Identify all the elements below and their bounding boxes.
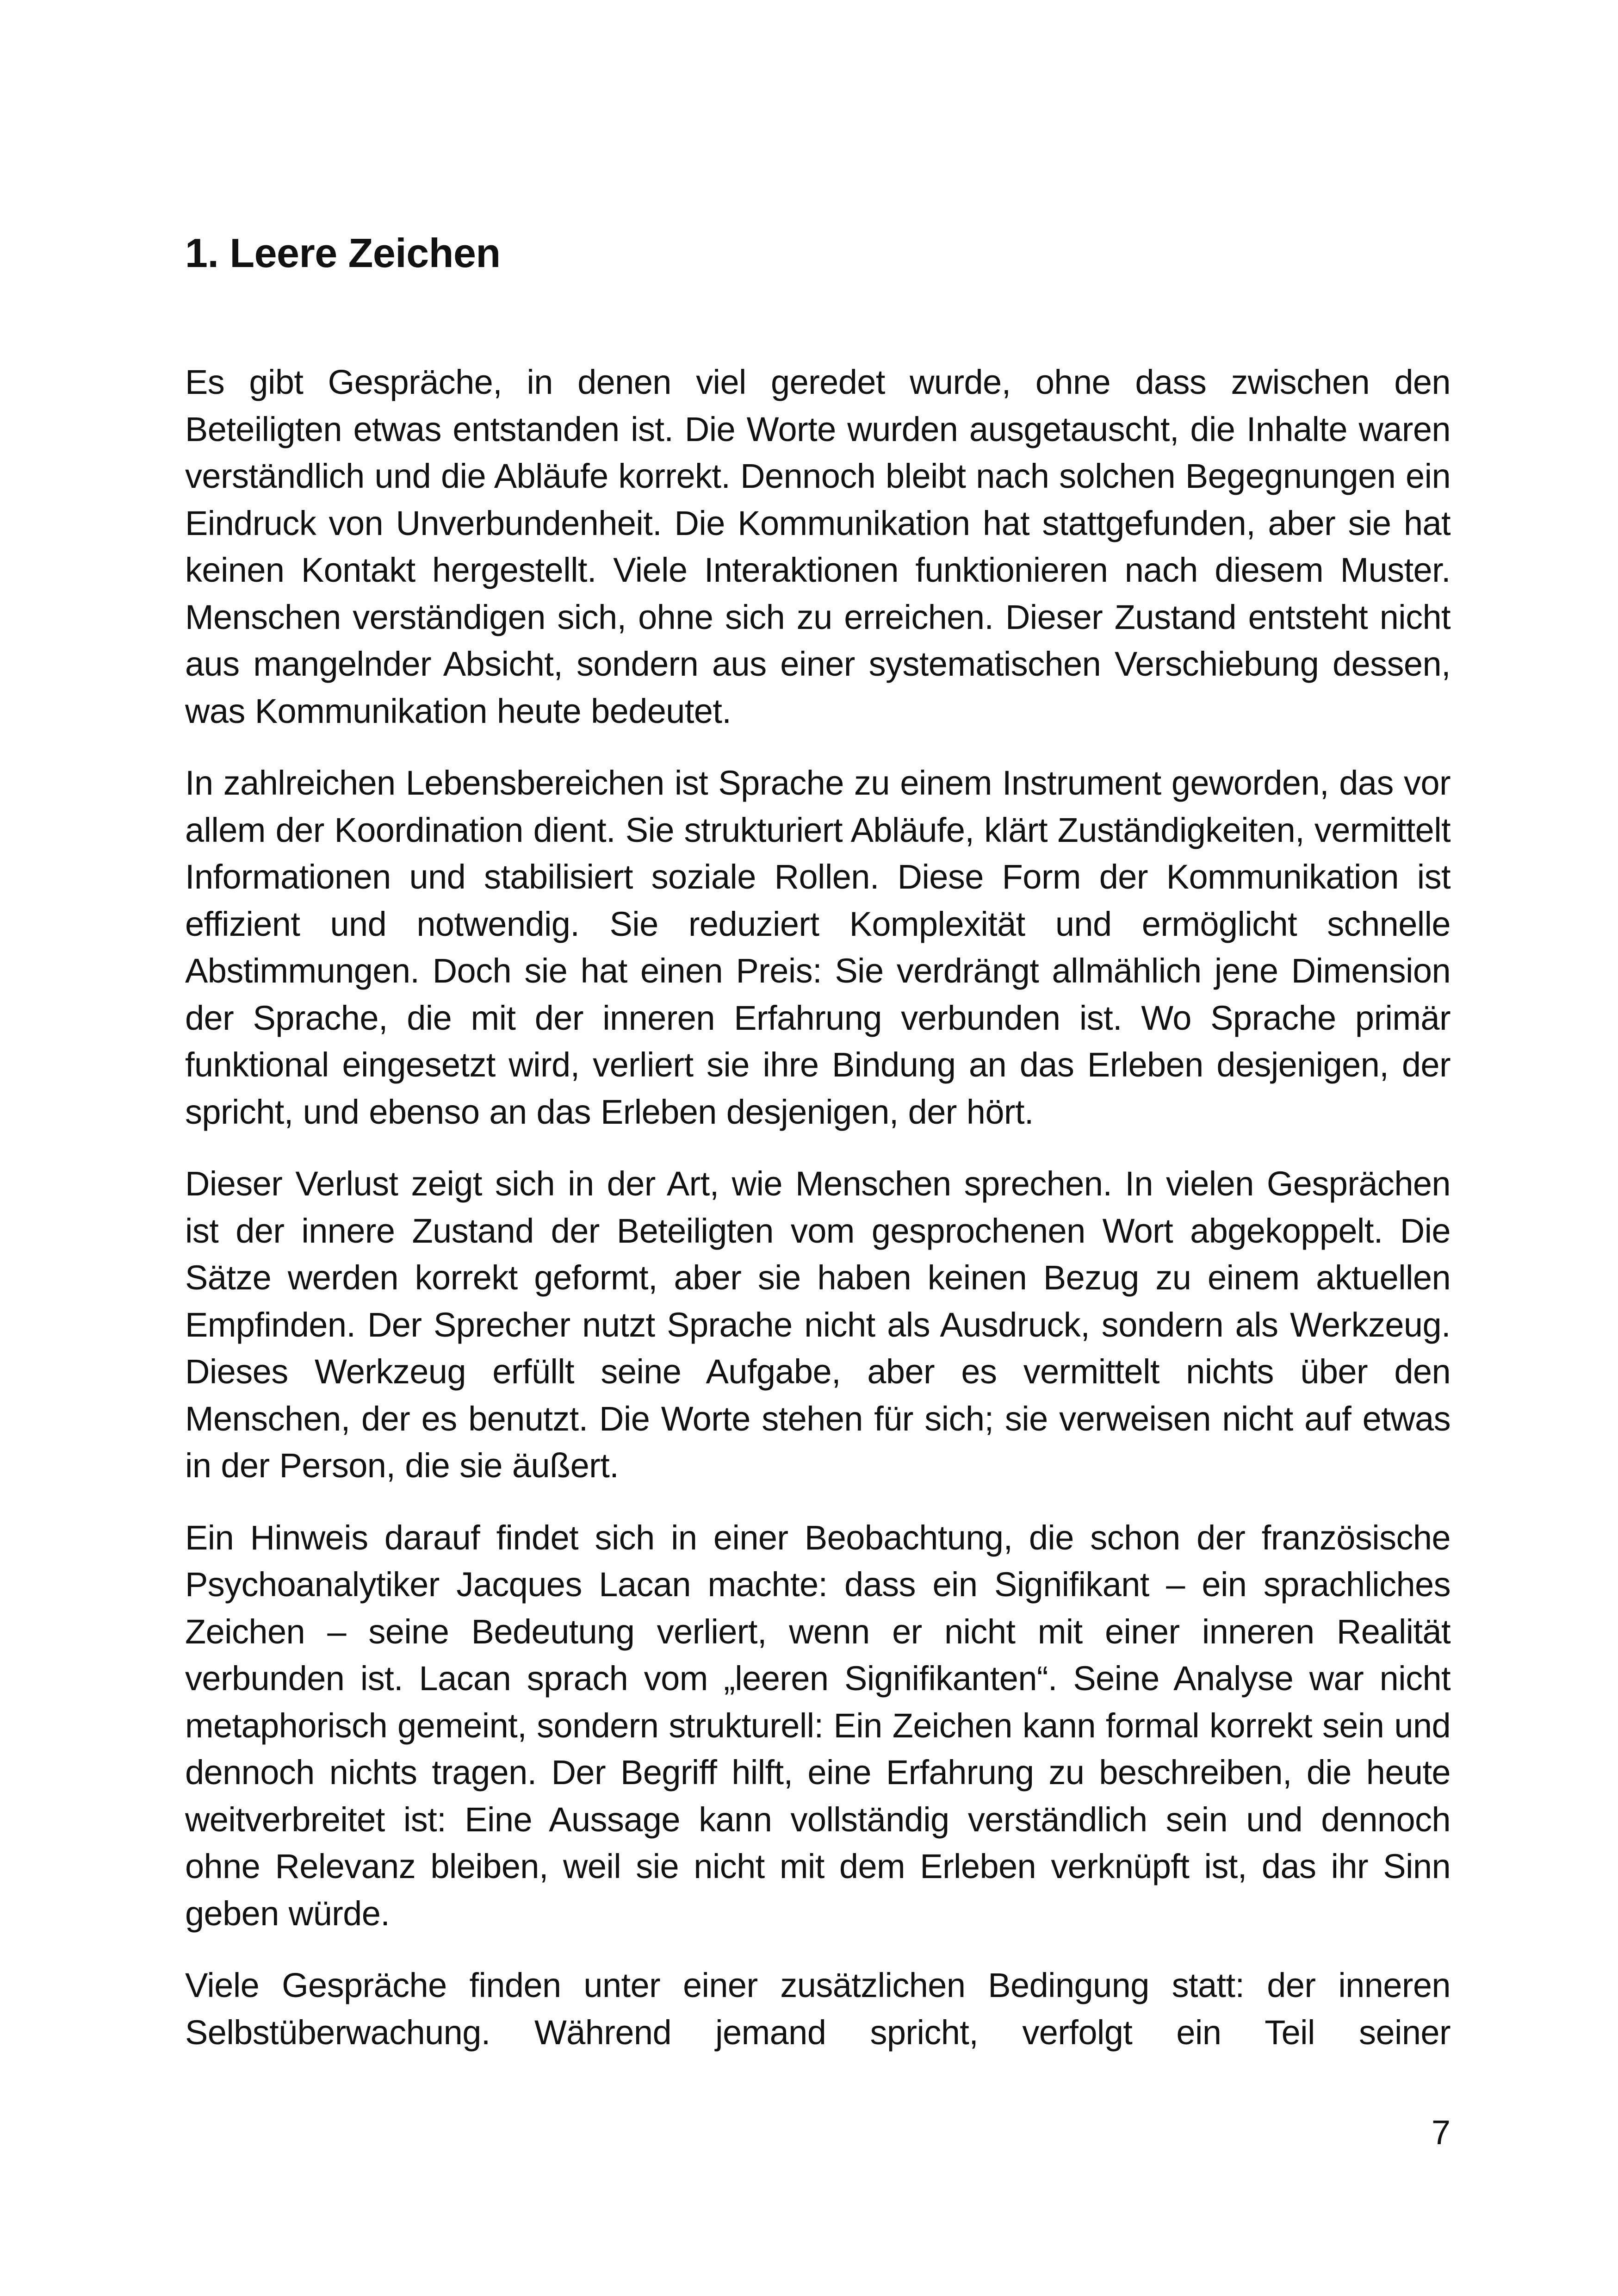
paragraph-3: Dieser Verlust zeigt sich in der Art, wie Menschen sprechen. In vielen Gesprächen ist der innere Zustand der Beteiligten vom gesprochenen Wort abgekoppelt. Die Sätze werden korrekt geformt, aber sie haben keinen Bezug zu einem aktuellen Empfinden. Der Sprecher nutzt Sprache nicht als Ausdruck, sondern als Werkzeug. Dieses Werkzeug erfüllt seine Aufgabe, aber es vermittelt nichts über den Menschen, der es benutzt. Die Worte stehen für sich; sie verweisen nicht auf etwas in der Person, die sie äußert. xyxy=(185,1164,1451,1485)
paragraph-1: Es gibt Gespräche, in denen viel geredet wurde, ohne dass zwischen den Beteiligten etwas entstanden ist. Die Worte wurden ausgetauscht, die Inhalte waren verständlich und die Abläufe korrekt. Dennoch bleibt nach solchen Begegnungen ein Eindruck von Unverbundenheit. Die Kommunikation hat stattgefunden, aber sie hat keinen Kontakt hergestellt. Viele Interaktionen funktionieren nach diesem Muster. Menschen verständigen sich, ohne sich zu erreichen. Dieser Zustand entsteht nicht aus mangelnder Absicht, sondern aus einer systematischen Verschiebung dessen, was Kommunikation heute bedeutet. xyxy=(185,363,1451,730)
chapter-title: 1. Leere Zeichen xyxy=(185,230,501,276)
paragraph-4: Ein Hinweis darauf findet sich in einer Beobachtung, die schon der französische Psychoanalytiker Jacques Lacan machte: dass ein Signifikant – ein sprachliches Zeichen – seine Bedeutung verliert, wenn er nicht mit einer inneren Realität verbunden ist. Lacan sprach vom „leeren Signifikanten“. Seine Analyse war nicht metaphorisch gemeint, sondern strukturell: Ein Zeichen kann formal korrekt sein und dennoch nichts tragen. Der Begriff hilft, eine Erfahrung zu beschreiben, die heute weitverbreitet ist: Eine Aussage kann vollständig verständlich sein und dennoch ohne Relevanz bleiben, weil sie nicht mit dem Erleben verknüpft ist, das ihr Sinn geben würde. xyxy=(185,1518,1451,1933)
body-text xyxy=(185,359,1451,2081)
page-number: 7 xyxy=(1431,2113,1451,2152)
paragraph-5: Viele Gespräche finden unter einer zusätzlichen Bedingung statt: der inneren Selbstüberwachung. Während jemand spricht, verfolgt ein Teil seiner xyxy=(185,1966,1451,2052)
paragraph-2: In zahlreichen Lebensbereichen ist Sprache zu einem Instrument geworden, das vor allem der Koordination dient. Sie strukturiert Abläufe, klärt Zuständigkeiten, vermittelt Informationen und stabilisiert soziale Rollen. Diese Form der Kommunikation ist effizient und notwendig. Sie reduziert Komplexität und ermöglicht schnelle Abstimmungen. Doch sie hat einen Preis: Sie verdrängt allmählich jene Dimension der Sprache, die mit der inneren Erfahrung verbunden ist. Wo Sprache primär funktional eingesetzt wird, verliert sie ihre Bindung an das Erleben desjenigen, der spricht, und ebenso an das Erleben desjenigen, der hört. xyxy=(185,764,1451,1131)
